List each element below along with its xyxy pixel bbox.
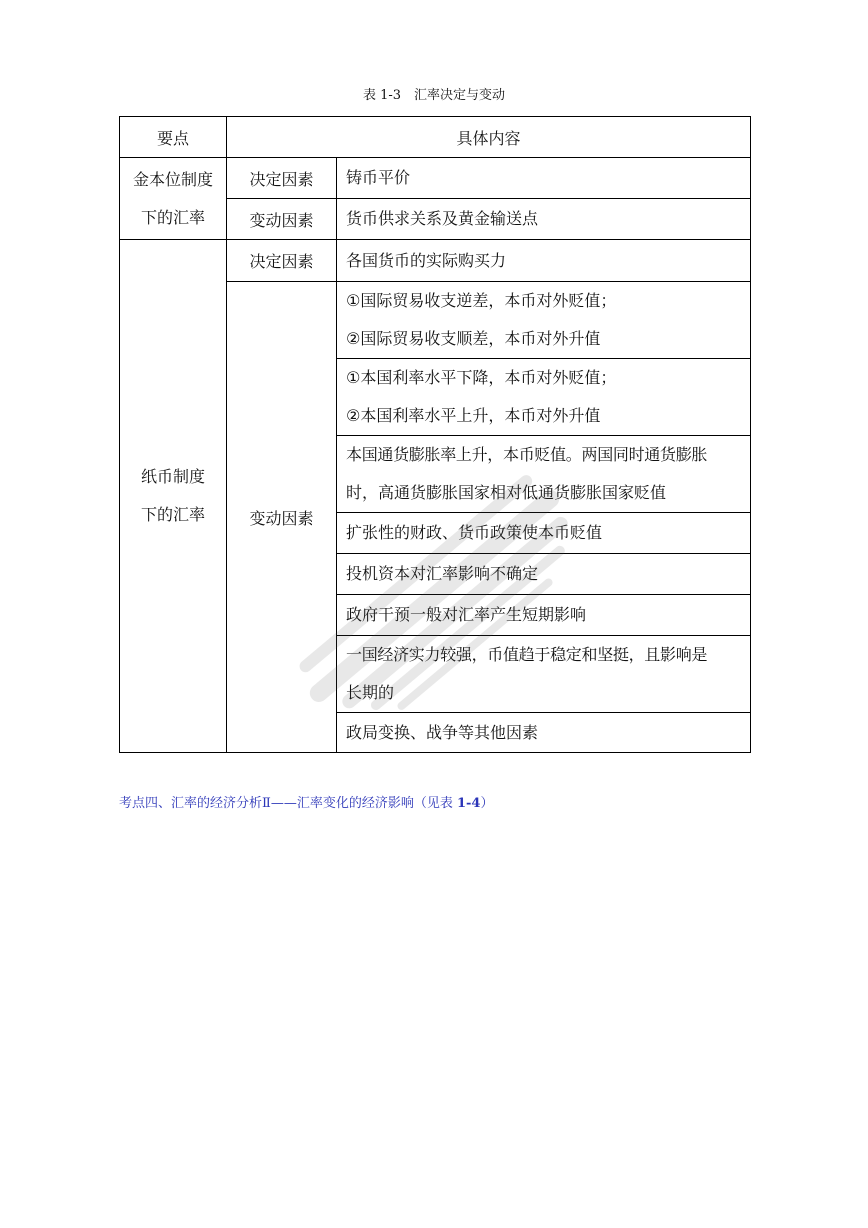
header-key-points: 要点 (120, 117, 227, 158)
paper-determine-value: 各国货币的实际购买力 (337, 240, 751, 282)
table-row (120, 240, 751, 282)
item-3-line-2: 时，高通货膨胀国家相对低通货膨胀国家贬值 (346, 483, 667, 502)
item-2-line-2: ②本国利率水平上升，本币对外升值 (346, 406, 601, 425)
paper-change-item-3 (337, 436, 751, 513)
footer-table-ref: 1-4 (456, 796, 481, 811)
item-7-line-2: 长期的 (346, 683, 395, 702)
gold-label-line2: 下的汇率 (140, 207, 205, 227)
table-row (120, 158, 751, 199)
paper-change-item-4: 扩张性的财政、货币政策使本币贬值 (337, 513, 751, 554)
paper-change-item-6: 政府干预一般对汇率产生短期影响 (337, 595, 751, 636)
item-2-line-1: ①本国利率水平下降，本币对外贬值； (346, 368, 617, 387)
item-7-line-1: 一国经济实力较强，币值趋于稳定和坚挺，且影响是 (346, 645, 708, 664)
item-1-line-1: ①国际贸易收支逆差，本币对外贬值； (346, 291, 617, 310)
paper-label-line2: 下的汇率 (140, 505, 205, 524)
item-1-line-2: ②国际贸易收支顺差，本币对外升值 (346, 329, 601, 348)
footer-text: 考点四、汇率的经济分析Ⅱ——汇率变化的经济影响（见表 (119, 796, 457, 811)
paper-determine-label: 决定因素 (227, 240, 337, 282)
paper-change-item-2 (337, 359, 751, 436)
gold-determine-label: 决定因素 (227, 158, 337, 199)
section-heading-link[interactable] (119, 792, 493, 811)
gold-standard-label (120, 158, 227, 240)
paper-change-label: 变动因素 (227, 282, 337, 753)
gold-change-label: 变动因素 (227, 199, 337, 240)
footer-close: ） (480, 796, 494, 811)
paper-label-line1: 纸币制度 (140, 467, 205, 486)
header-details: 具体内容 (227, 117, 751, 158)
exchange-rate-table (119, 116, 751, 753)
paper-standard-label (120, 240, 227, 753)
gold-label-line1: 金本位制度 (132, 169, 213, 189)
paper-change-item-7 (337, 636, 751, 713)
table-header-row (120, 117, 751, 158)
table-caption: 表 1-3 汇率决定与变动 (362, 88, 506, 103)
paper-change-item-1 (337, 282, 751, 359)
item-3-line-1: 本国通货膨胀率上升，本币贬值。两国同时通货膨胀 (346, 445, 708, 464)
gold-change-value: 货币供求关系及黄金输送点 (337, 199, 751, 240)
paper-change-item-5: 投机资本对汇率影响不确定 (337, 554, 751, 595)
gold-determine-value: 铸币平价 (337, 158, 751, 199)
paper-change-item-8: 政局变换、战争等其他因素 (337, 713, 751, 753)
